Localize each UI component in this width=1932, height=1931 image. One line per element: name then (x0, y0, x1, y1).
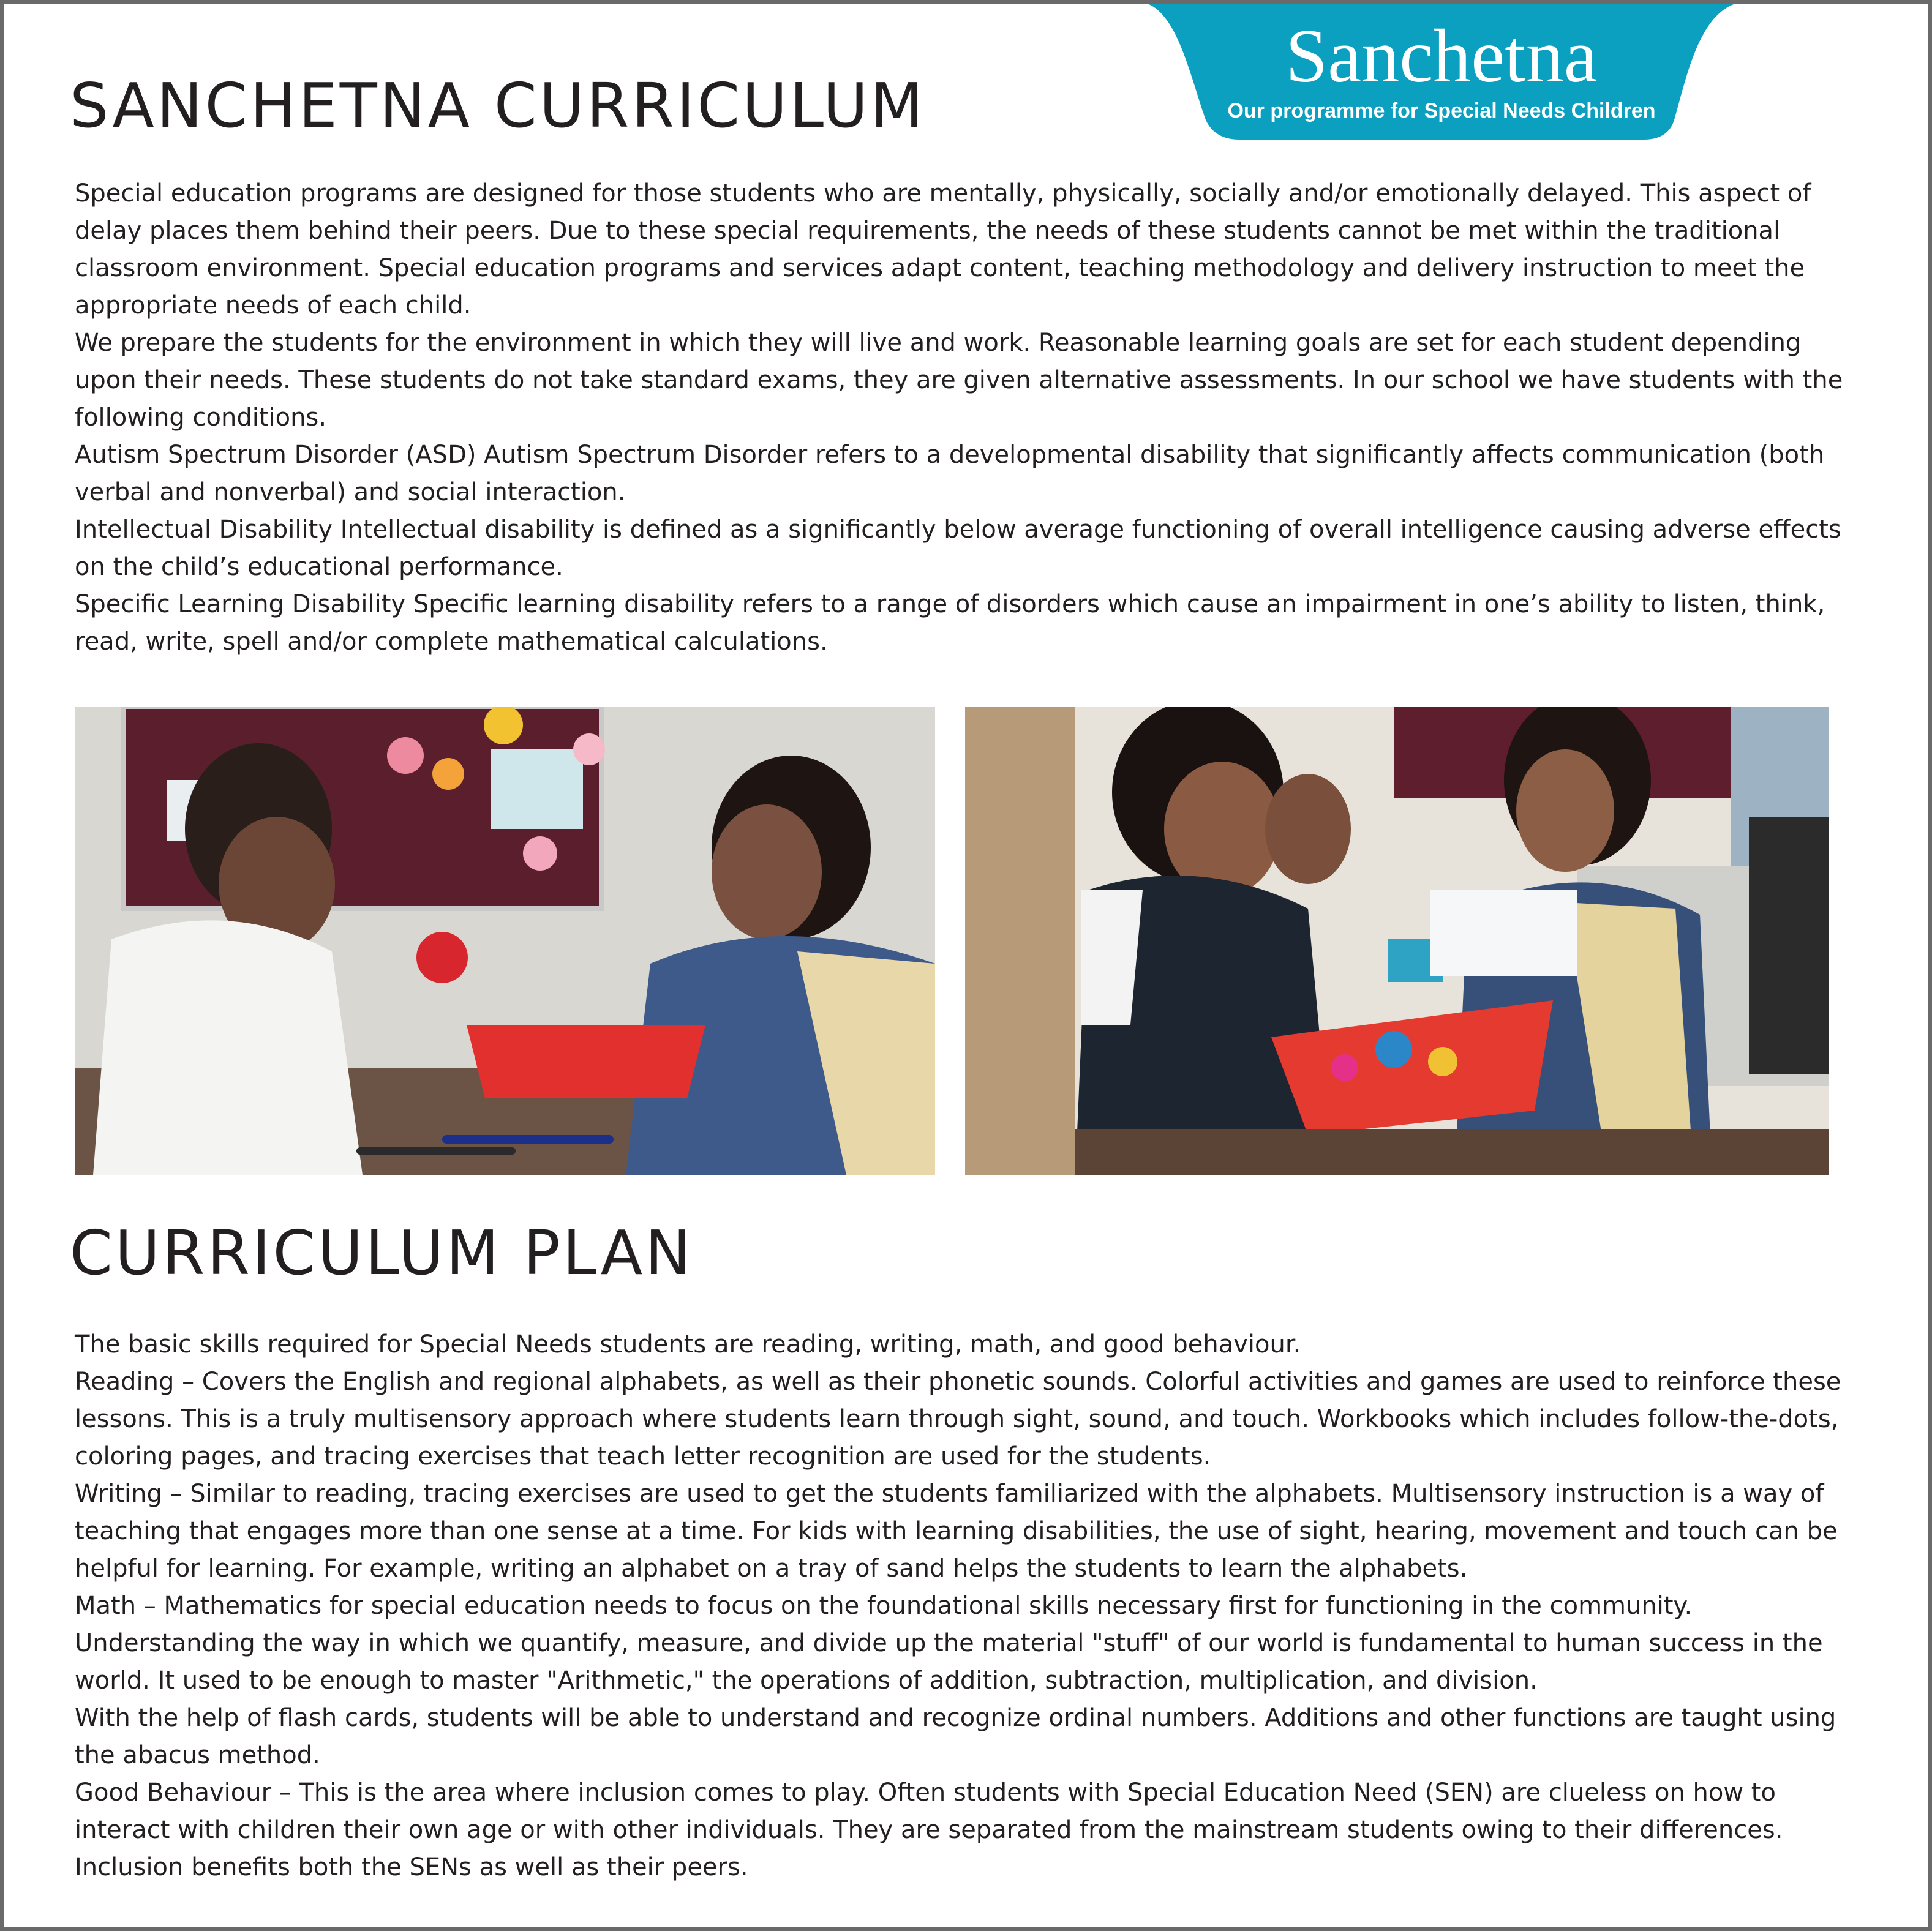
sanchetna-logo (1148, 4, 1735, 146)
curriculum-intro-text (75, 175, 1863, 661)
paragraph: The basic skills required for Special Needs students are reading, writing, math, and good behaviour. (75, 1330, 1301, 1359)
paragraph: Specific Learning Disability Specific learning disability refers to a range of disorders which cause an impairment in one’s ability to listen, think, read, write, spell and/or complete mathematical calculations. (75, 590, 1825, 656)
section-title-curriculum-plan: CURRICULUM PLAN (70, 1217, 694, 1289)
classroom-photo-2 (965, 707, 1829, 1175)
paragraph: Special education programs are designed for those students who are mentally, physically, socially and/or emotionally delayed. This aspect of delay places them behind their peers. Due to these special requirements, the needs of these students cannot be met within the traditional classroom environment. Special education programs and services adapt content, teaching methodology and delivery instruction to meet the appropriate needs of each child. (75, 179, 1811, 320)
classroom-photo-1 (75, 707, 935, 1175)
classroom-photo-girls-icon (965, 707, 1829, 1175)
curriculum-plan-text (75, 1326, 1863, 1886)
paragraph: Writing – Similar to reading, tracing exercises are used to get the students familiarized with the alphabets. Multisensory instruction is a way of teaching that engages more than one sense at a time. For kids with learning disabilities, the use of sight, hearing, movement and touch can be helpful for learning. For example, writing an alphabet on a tray of sand helps the students to learn the alphabets. (75, 1480, 1838, 1583)
paragraph: With the help of flash cards, students will be able to understand and recognize ordinal numbers. Additions and other functions are taught using the abacus method. (75, 1704, 1836, 1769)
paragraph: Math – Mathematics for special education needs to focus on the foundational skills necessary first for functioning in the community. Understanding the way in which we quantify, measure, and divide up the material "stuff" of our world is fundamental to human success in the world. It used to be enough to master "Arithmetic," the operations of addition, subtraction, multiplication, and division. (75, 1592, 1823, 1695)
section-title-curriculum: SANCHETNA CURRICULUM (70, 70, 926, 141)
paragraph: Autism Spectrum Disorder (ASD) Autism Spectrum Disorder refers to a developmental disability that significantly affects communication (both verbal and nonverbal) and social interaction. (75, 441, 1825, 506)
paragraph: Intellectual Disability Intellectual disability is defined as a significantly below average functioning of overall intelligence causing adverse effects on the child’s educational performance. (75, 516, 1841, 581)
paragraph: Good Behaviour – This is the area where inclusion comes to play. Often students with Special Education Need (SEN) are clueless on how to interact with children their own age or with other individuals. They are separated from the mainstream students owing to their differences. Inclusion benefits both the SENs as well as their peers. (75, 1779, 1783, 1881)
paragraph: We prepare the students for the environment in which they will live and work. Reasonable learning goals are set for each student depending upon their needs. These students do not take standard exams, they are given alternative assessments. In our school we have students with the following conditions. (75, 329, 1843, 432)
classroom-photo-boy-and-teacher-icon (75, 707, 935, 1175)
brand-name: Sanchetna (1285, 14, 1598, 98)
brand-tagline: Our programme for Special Needs Children (1227, 99, 1656, 122)
paragraph: Reading – Covers the English and regional alphabets, as well as their phonetic sounds. Colorful activities and games are used to reinforce these lessons. This is a truly multisensory approach where students learn through sight, sound, and touch. Workbooks which includes follow-the-dots, coloring pages, and tracing exercises that teach letter recognition are used for the students. (75, 1368, 1841, 1471)
